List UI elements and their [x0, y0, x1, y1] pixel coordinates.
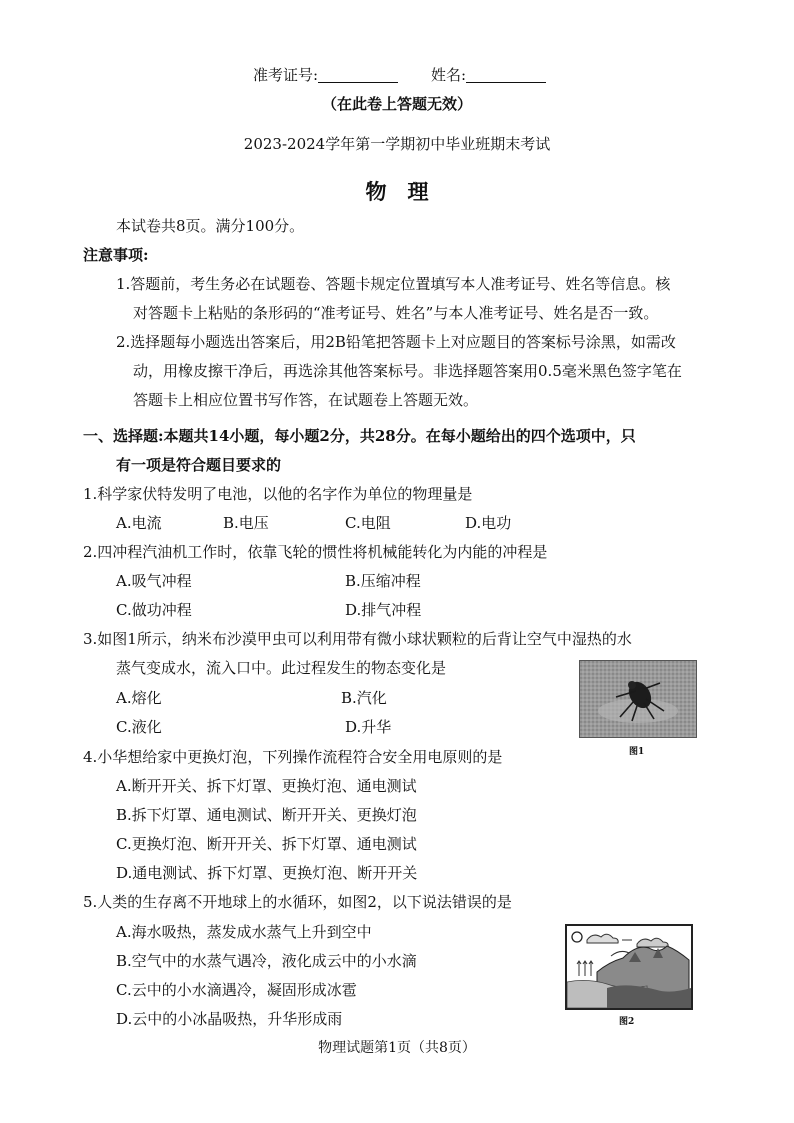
question-2-option-a: A.吸气冲程 [116, 572, 192, 590]
name-label: 姓名: [431, 66, 467, 84]
exam-title: 2023-2024学年第一学期初中毕业班期末考试 [243, 135, 551, 153]
notes-heading: 注意事项: [83, 246, 149, 264]
question-1-option-b: B.电压 [223, 514, 269, 532]
section-heading-line-2: 有一项是符合题目要求的 [116, 456, 282, 474]
question-5-stem: 5.人类的生存离不开地球上的水循环，如图2，以下说法错误的是 [83, 893, 512, 911]
question-3-stem-line-2: 蒸气变成水，流入口中。此过程发生的物态变化是 [116, 659, 447, 677]
question-4-option-a: A.断开开关、拆下灯罩、更换灯泡、通电测试 [116, 777, 417, 795]
beetle-photo [580, 661, 696, 737]
figure-1-beetle-image [579, 660, 697, 738]
question-4-stem: 4.小华想给家中更换灯泡，下列操作流程符合安全用电原则的是 [83, 748, 503, 766]
question-2-option-b: B.压缩冲程 [345, 572, 421, 590]
figure-2-water-cycle-image [565, 924, 693, 1010]
name-blank [466, 68, 546, 83]
exam-id-blank [318, 68, 398, 83]
question-1-option-a: A.电流 [116, 514, 162, 532]
section-heading-line-1: 一、选择题:本题共14小题，每小题2分，共28分。在每小题给出的四个选项中，只 [83, 427, 636, 445]
note-2-line-3: 答题卡上相应位置书写作答，在试题卷上答题无效。 [133, 391, 479, 409]
note-2-line-2: 动，用橡皮擦干净后，再选涂其他答案标号。非选择题答案用0.5毫米黑色签字笔在 [133, 362, 682, 380]
intro-text: 本试卷共8页。满分100分。 [116, 217, 305, 235]
note-2-line-1: 2.选择题每小题选出答案后，用2B铅笔把答题卡上对应题目的答案标号涂黑，如需改 [116, 333, 676, 351]
question-5-option-c: C.云中的小水滴遇冷，凝固形成冰雹 [116, 981, 357, 999]
note-1-line-1: 1.答题前，考生务必在试题卷、答题卡规定位置填写本人准考证号、姓名等信息。核 [116, 275, 671, 293]
question-4-option-c: C.更换灯泡、断开开关、拆下灯罩、通电测试 [116, 835, 417, 853]
question-4-option-d: D.通电测试、拆下灯罩、更换灯泡、断开开关 [116, 864, 418, 882]
question-4-option-b: B.拆下灯罩、通电测试、断开开关、更换灯泡 [116, 806, 417, 824]
invalid-note: （在此卷上答题无效） [321, 95, 472, 113]
question-1-option-c: C.电阻 [345, 514, 391, 532]
note-1-line-2: 对答题卡上粘贴的条形码的“准考证号、姓名”与本人准考证号、姓名是否一致。 [133, 304, 659, 322]
page-footer: 物理试题第1页（共8页） [318, 1040, 476, 1056]
question-5-option-b: B.空气中的水蒸气遇冷，液化成云中的小水滴 [116, 952, 417, 970]
question-3-stem-line-1: 3.如图1所示，纳米布沙漠甲虫可以利用带有微小球状颗粒的后背让空气中湿热的水 [83, 630, 632, 648]
figure-2-caption: 图2 [619, 1017, 635, 1027]
question-3-option-c: C.液化 [116, 718, 162, 736]
exam-id-label: 准考证号: [253, 66, 319, 84]
subject-title: 物 理 [365, 179, 429, 204]
question-2-stem: 2.四冲程汽油机工作时，依靠飞轮的惯性将机械能转化为内能的冲程是 [83, 543, 548, 561]
question-3-option-d: D.升华 [345, 718, 392, 736]
question-1-option-d: D.电功 [465, 514, 512, 532]
question-3-option-a: A.熔化 [116, 689, 162, 707]
exam-id-field [253, 68, 398, 83]
question-1-stem: 1.科学家伏特发明了电池，以他的名字作为单位的物理量是 [83, 485, 473, 503]
question-3-option-b: B.汽化 [341, 689, 387, 707]
name-field [431, 68, 546, 83]
question-2-option-c: C.做功冲程 [116, 601, 192, 619]
question-5-option-a: A.海水吸热，蒸发成水蒸气上升到空中 [116, 923, 372, 941]
question-5-option-d: D.云中的小冰晶吸热，升华形成雨 [116, 1010, 343, 1028]
water-cycle-diagram [567, 926, 691, 1008]
question-2-option-d: D.排气冲程 [345, 601, 422, 619]
figure-1-caption: 图1 [629, 747, 645, 757]
